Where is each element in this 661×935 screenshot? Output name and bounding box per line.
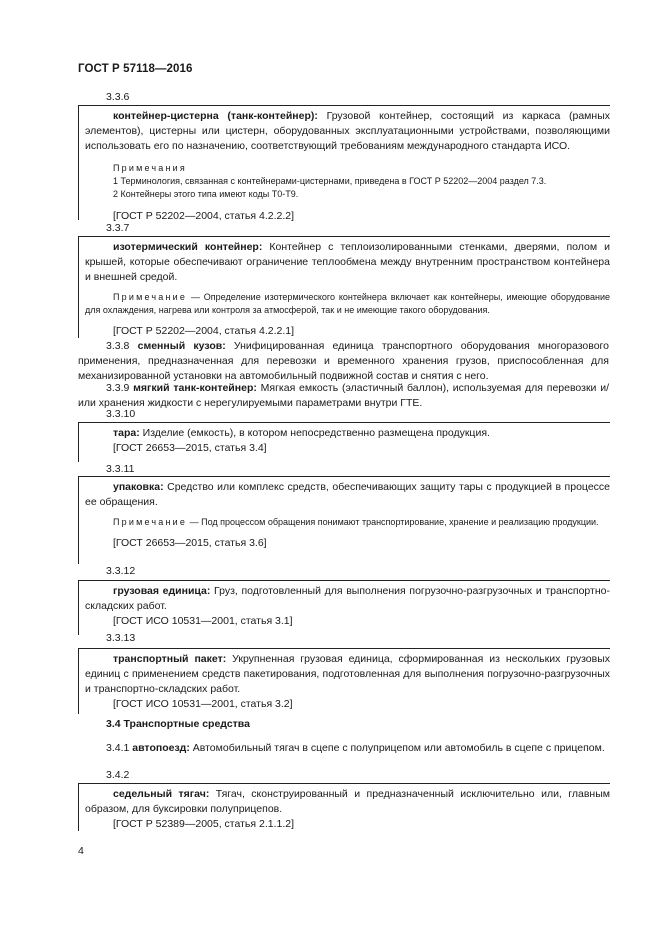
note-text: — Под процессом обращения понимают транспортирование, хранение и реализацию продукции. <box>187 517 599 527</box>
definition-text: Изделие (емкость), в котором непосредственно размещена продукция. <box>139 427 490 439</box>
term: упаковка: <box>113 481 164 493</box>
term: сменный кузов: <box>137 340 226 352</box>
term-definition <box>85 240 610 285</box>
term: седельный тягач: <box>113 788 210 800</box>
term: изотермический контейнер: <box>113 241 263 253</box>
clause-3-4-1 <box>78 741 609 756</box>
term-block-3-3-10 <box>78 422 610 462</box>
source-reference: [ГОСТ 26653—2015, статья 3.4] <box>113 442 267 454</box>
term-definition <box>85 426 610 441</box>
term-definition <box>78 741 609 756</box>
term-definition <box>85 480 610 510</box>
note-2: 2 Контейнеры этого типа имеют коды Т0-Т9. <box>113 189 299 199</box>
clause-number: 3.3.13 <box>106 632 136 644</box>
note <box>85 516 610 529</box>
notes-title: Примечания <box>113 163 187 173</box>
term-definition <box>85 787 610 817</box>
page-number: 4 <box>78 845 84 857</box>
clause-number: 3.4.1 <box>106 742 130 754</box>
source-reference: [ГОСТ ИСО 10531—2001, статья 3.1] <box>113 615 293 627</box>
term-block-3-3-6 <box>78 105 610 220</box>
term-block-3-4-2 <box>78 783 610 831</box>
clause-number: 3.3.12 <box>106 565 136 577</box>
source-reference: [ГОСТ ИСО 10531—2001, статья 3.2] <box>113 698 293 710</box>
clause-number: 3.3.6 <box>106 91 130 103</box>
source-reference: [ГОСТ 26653—2015, статья 3.6] <box>113 537 267 549</box>
definition-text: Унифицированная единица транспортного оборудования многоразового применения, предназначенная для перевозки и временного хранения грузов, приспособленная для механизированной установки на автомобильный подвижной состав и снятия с него. <box>78 340 609 382</box>
definition-text: Автомобильный тягач в сцепе с полуприцепом или автомобиль в сцепе с прицепом. <box>189 742 605 754</box>
term: автопоезд: <box>132 742 190 754</box>
clause-number: 3.4.2 <box>106 769 130 781</box>
term: транспортный пакет: <box>113 653 227 665</box>
definition-text: Груз, подготовленный для выполнения погрузочно-разгрузочных и транспортно-складских работ. <box>85 585 610 612</box>
term-definition <box>85 584 610 614</box>
definition-text: Средство или комплекс средств, обеспечивающих защиту тары с продукцией в процессе ее обращения. <box>85 481 610 508</box>
note <box>85 291 610 317</box>
clause-3-3-8 <box>78 339 609 384</box>
term-block-3-3-11 <box>78 476 610 564</box>
clause-number: 3.3.10 <box>106 408 136 420</box>
definition-text: Контейнер с теплоизолированными стенками, дверями, полом и крышей, которые обеспечивают ограничение теплообмена между внутренним пространством контейнера и внешней средой. <box>85 241 611 283</box>
note-text: — Определение изотермического контейнера включает как контейнеры, имеющие оборудование для охлаждения, нагрева или контроля за атмосферой, так и не имеющие такого оборудования. <box>85 292 610 315</box>
definition-text: Мягкая емкость (эластичный баллон), используемая для перевозки и/или хранения жидкости с нерегулируемыми параметрами внутри ГТЕ. <box>78 382 609 409</box>
definition-text: Укрупненная грузовая единица, сформированная из нескольких грузовых единиц с применением средств пакетирования, подготовленная для выполнения погрузочно-разгрузочных и транспортно-складских работ. <box>85 653 610 695</box>
term: мягкий танк-контейнер: <box>133 382 257 394</box>
note-label: Примечание <box>113 292 188 302</box>
term-definition <box>78 381 609 411</box>
clause-number: 3.3.8 <box>106 340 130 352</box>
term-block-3-3-12 <box>78 580 610 635</box>
term: контейнер-цистерна (танк-контейнер): <box>113 110 318 122</box>
note-label: Примечание <box>113 517 188 527</box>
document-header: ГОСТ Р 57118—2016 <box>78 63 193 75</box>
clause-number: 3.3.7 <box>106 222 130 234</box>
term-block-3-3-7 <box>78 236 610 338</box>
term-definition <box>78 339 609 384</box>
term-definition <box>85 652 610 697</box>
definition-text: Грузовой контейнер, состоящий из каркаса (рамных элементов), цистерны или цистерн, оборудованных эксплуатационными устройствами, позволяющими использовать его по назначению, соответствующий требованиям международного стандарта ИСО. <box>85 110 610 152</box>
clause-3-3-9 <box>78 381 609 411</box>
term-block-3-3-13 <box>78 648 610 714</box>
term: тара: <box>113 427 140 439</box>
source-reference: [ГОСТ Р 52202—2004, статья 4.2.2.2] <box>113 210 295 222</box>
term: грузовая единица: <box>113 585 211 597</box>
section-heading: 3.4 Транспортные средства <box>106 718 250 730</box>
definition-text: Тягач, сконструированный и предназначенный исключительно или, главным образом, для буксировки полуприцепов. <box>85 788 610 815</box>
note-1: 1 Терминология, связанная с контейнерами-цистернами, приведена в ГОСТ Р 52202—2004 раздел 7.3. <box>113 176 547 186</box>
term-definition <box>85 109 610 154</box>
clause-number: 3.3.9 <box>106 382 130 394</box>
source-reference: [ГОСТ Р 52202—2004, статья 4.2.2.1] <box>113 325 295 337</box>
source-reference: [ГОСТ Р 52389—2005, статья 2.1.1.2] <box>113 818 295 830</box>
clause-number: 3.3.11 <box>106 463 135 475</box>
